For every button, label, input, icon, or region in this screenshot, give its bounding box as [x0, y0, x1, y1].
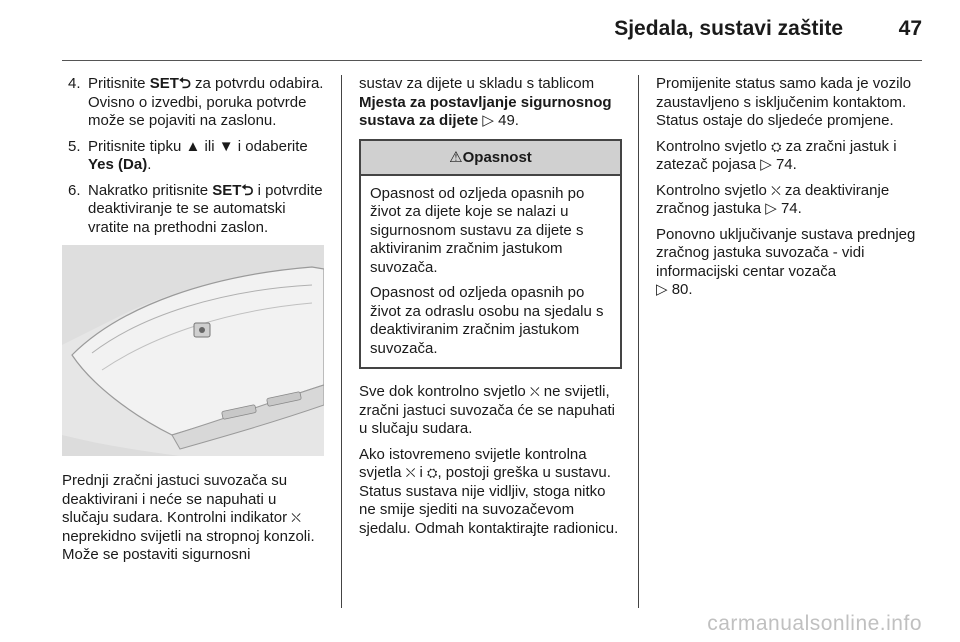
- step-text: Nakratko pritisnite: [88, 181, 213, 199]
- airbag-icon: ⛭: [771, 138, 782, 154]
- page-number: 47: [898, 17, 922, 40]
- airbag-off-icon: ⛌: [771, 182, 781, 198]
- ref-arrow-icon: ▷: [482, 112, 494, 129]
- deactivation-light-paragraph: Kontrolno svjetlo ⛌ za deaktiviranje zračnog jastuka ▷ 74.: [656, 181, 890, 217]
- set-key-label: SET⮌: [149, 75, 191, 92]
- page-reference[interactable]: 74.: [780, 200, 802, 217]
- page-reference[interactable]: 74.: [775, 156, 797, 173]
- page-reference[interactable]: 80.: [671, 281, 693, 298]
- airbag-icon: ⛭: [427, 465, 438, 480]
- watermark: carmanualsonline.info: [707, 612, 922, 635]
- airbag-off-icon: ⛌: [529, 384, 540, 399]
- airbag-light-paragraph: Kontrolno svjetlo ⛭ za zračni jastuk i zatezač pojasa ▷ 74.: [656, 137, 897, 173]
- airbag-off-icon: ⛌: [405, 465, 416, 480]
- ref-arrow-icon: ▷: [656, 281, 668, 298]
- airbag-inflate-paragraph: Sve dok kontrolno svjetlo ⛌ ne svijetli, zračni jastuci suvozača će se napuhati u slučaju sudara.: [359, 383, 615, 437]
- page-reference[interactable]: 49.: [498, 112, 519, 129]
- step-item: [62, 75, 324, 131]
- column-divider-1: [341, 75, 342, 608]
- step-number: 6.: [68, 181, 81, 199]
- step-number: 5.: [68, 137, 81, 155]
- warning-text-1: Opasnost od ozljeda opasnih po život za dijete koje se nalazi u sigurnosnom sustavu za dijete s aktiviranim zračnim jastukom suvozača.: [370, 184, 585, 276]
- child-seat-paragraph: sustav za dijete u skladu s tablicom Mjesta za postavljanje sigurnosnog sustava za dijete ▷ 49.: [359, 75, 612, 129]
- warning-header: [361, 141, 620, 176]
- airbag-deactivated-paragraph: Prednji zračni jastuci suvozača su deaktivirani i neće se napuhati u slučaju sudara. Kontrolni indikator ⛌ neprekidno svijetli na stropnoj konzoli. Može se postaviti sigurnosni: [62, 472, 315, 563]
- step-text: Pritisnite tipku ▲ ili ▼ i odaberite: [88, 137, 308, 155]
- reactivation-paragraph: Ponovno uključivanje sustava prednjeg zračnog jastuka suvozača - vidi informacijski centar vozača ▷ 80.: [656, 225, 916, 298]
- header-rule: [62, 60, 922, 61]
- page-header: [0, 0, 960, 62]
- step-text: i potvrdite deaktiviranje te se automatski vratite na prethodni zaslon.: [88, 181, 323, 236]
- yes-key-label: Yes (Da): [88, 156, 148, 173]
- warning-body: [361, 176, 620, 368]
- warning-box: [359, 139, 622, 370]
- overhead-console-illustration: [62, 245, 324, 456]
- steps-list: [62, 75, 324, 237]
- step-item: [62, 138, 324, 175]
- column-2: [359, 75, 622, 545]
- system-fault-paragraph: Ako istovremeno svijetle kontrolna svjetla ⛌ i ⛭, postoji greška u sustavu. Status sustava nije vidljiv, stoga nitko ne smije sjediti na suvozačevom sjedalu. Odmah kontaktirajte radionicu.: [359, 445, 619, 537]
- column-divider-2: [638, 75, 639, 608]
- step-text: za potvrdu odabira. Ovisno o izvedbi, poruka potvrde može se pojaviti na zaslonu.: [88, 75, 324, 129]
- column-3: [656, 75, 926, 307]
- step-number: 4.: [68, 75, 81, 92]
- warning-title: Opasnost: [462, 148, 532, 166]
- set-key-label: SET⮌: [212, 181, 254, 199]
- section-title: Sjedala, sustavi zaštite: [614, 17, 843, 40]
- warning-icon: ⚠: [449, 148, 463, 166]
- step-text: Pritisnite: [88, 75, 150, 92]
- ref-arrow-icon: ▷: [765, 200, 777, 217]
- child-seat-table-link[interactable]: Mjesta za postavljanje sigurnosnog sustava za dijete: [359, 93, 612, 129]
- airbag-off-icon: ⛌: [291, 510, 301, 525]
- console-drawing: [62, 245, 324, 456]
- warning-text-2: Opasnost od ozljeda opasnih po život za odraslu osobu na sjedalu s deaktiviranim zračnim jastukom suvozača.: [370, 284, 604, 357]
- step-item: [62, 182, 324, 238]
- step-text: .: [147, 156, 152, 173]
- column-1: [62, 75, 324, 572]
- status-change-paragraph: Promijenite status samo kada je vozilo zaustavljeno s isključenim kontaktom. Status ostaje do sljedeće promjene.: [656, 75, 912, 129]
- ref-arrow-icon: ▷: [760, 156, 772, 173]
